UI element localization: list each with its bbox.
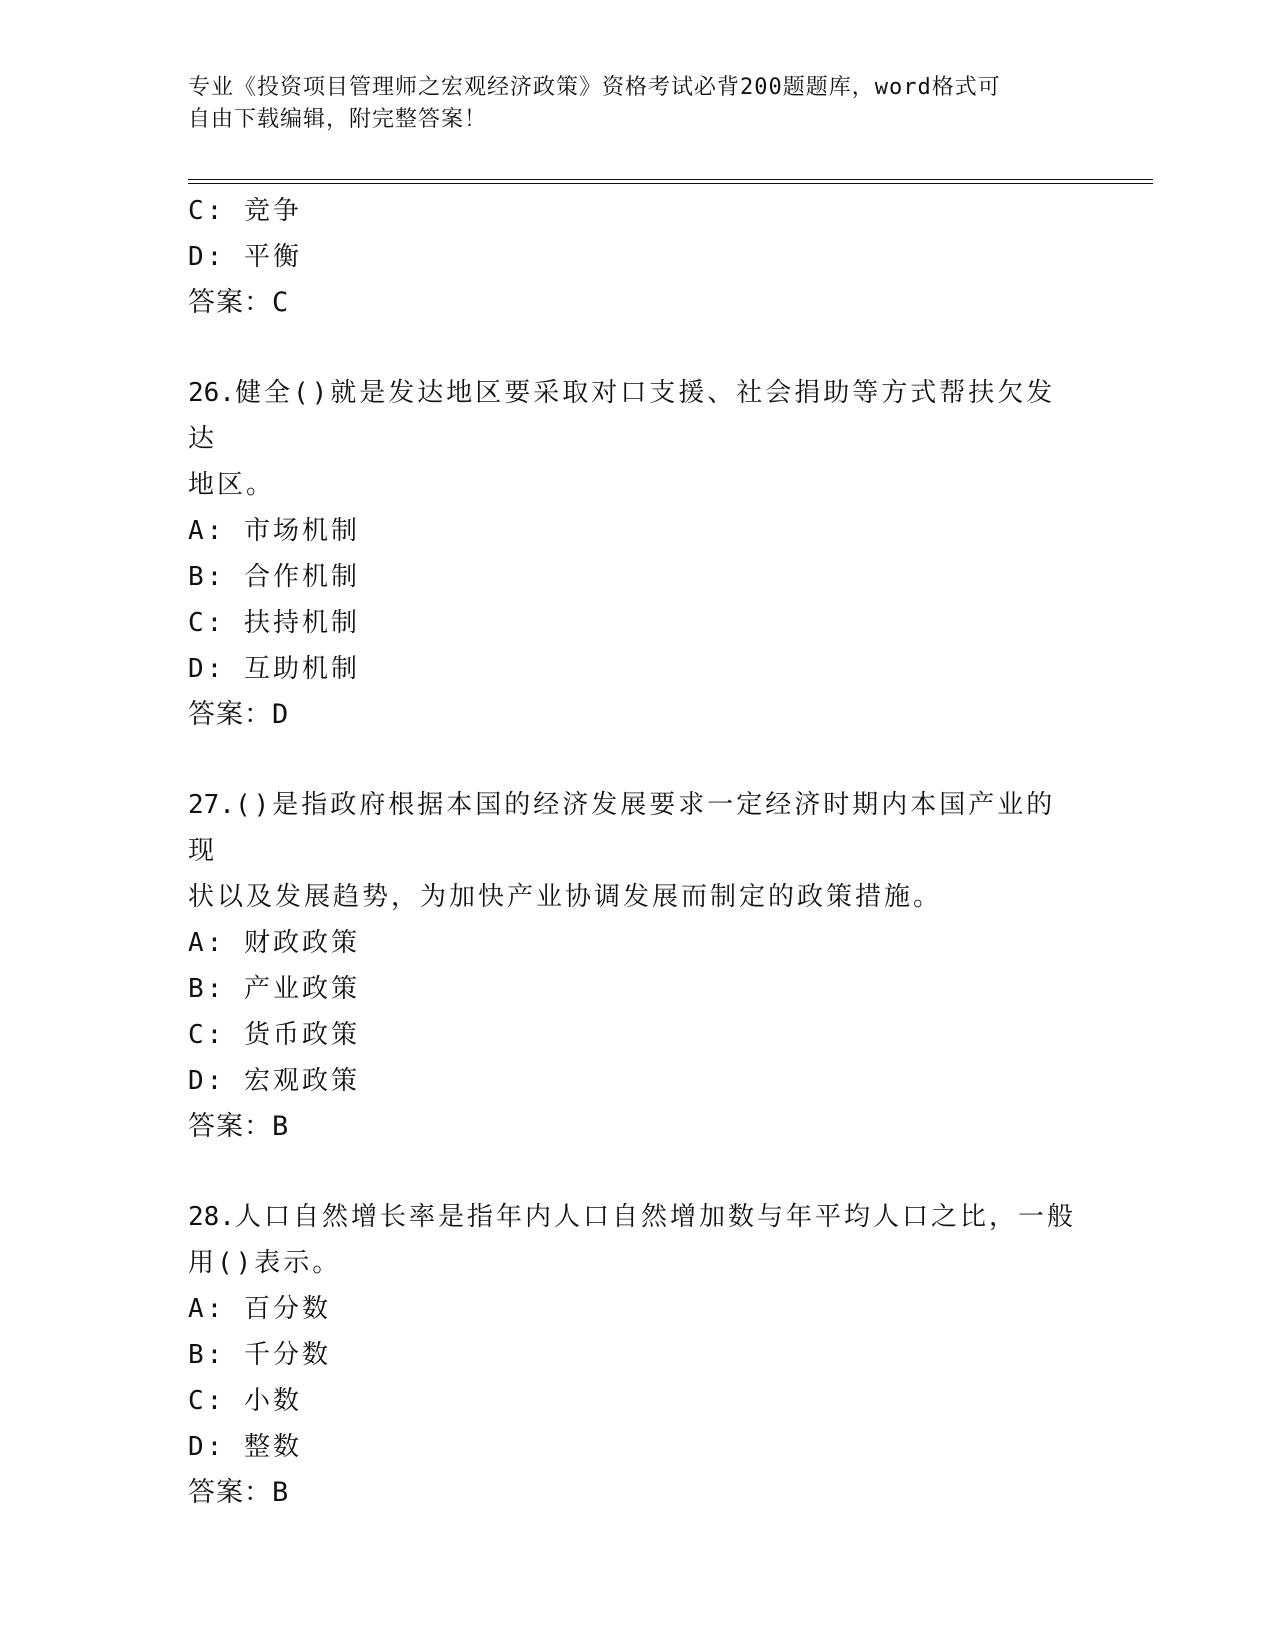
option-text: 小数 xyxy=(243,1386,302,1416)
option-text: 互助机制 xyxy=(243,654,360,684)
question-text xyxy=(188,370,1078,508)
option-key: A: xyxy=(188,928,226,958)
option-a xyxy=(188,1286,1088,1332)
option-text: 产业政策 xyxy=(243,974,360,1004)
option-text: 宏观政策 xyxy=(243,1066,360,1096)
question-text-line-1: 健全()就是发达地区要采取对口支援、社会捐助等方式帮扶欠发达 xyxy=(188,378,1056,454)
option-key: D: xyxy=(188,1432,226,1462)
question-text xyxy=(188,782,1078,920)
option-text: 合作机制 xyxy=(243,562,360,592)
answer-line: 答案：C xyxy=(188,287,290,318)
option-text: 市场机制 xyxy=(243,516,360,546)
option-key: C: xyxy=(188,196,226,226)
question-text-line-1: ()是指政府根据本国的经济发展要求一定经济时期内本国产业的现 xyxy=(188,790,1056,866)
option-c xyxy=(188,600,1088,646)
question-26 xyxy=(188,370,1088,738)
option-text: 竞争 xyxy=(243,196,302,226)
question-content xyxy=(188,188,1088,1516)
question-text xyxy=(188,1194,1078,1286)
answer-line: 答案：B xyxy=(188,1111,290,1142)
option-text: 平衡 xyxy=(243,242,302,272)
question-28 xyxy=(188,1194,1088,1516)
question-number: 28. xyxy=(188,1202,235,1232)
question-number: 26. xyxy=(188,378,235,408)
question-text-line-1: 人口自然增长率是指年内人口自然增加数与年平均人口之比，一般 xyxy=(234,1202,1076,1232)
option-key: B: xyxy=(188,974,226,1004)
option-text: 百分数 xyxy=(243,1294,331,1324)
option-key: C: xyxy=(188,1386,226,1416)
option-key: B: xyxy=(188,562,226,592)
option-d xyxy=(188,646,1088,692)
header-rule-top xyxy=(188,179,1153,180)
header-line-1: 专业《投资项目管理师之宏观经济政策》资格考试必背200题题库，word格式可 xyxy=(188,75,1001,100)
option-key: A: xyxy=(188,516,226,546)
option-key: C: xyxy=(188,608,226,638)
option-text: 货币政策 xyxy=(243,1020,360,1050)
question-text-line-2: 用()表示。 xyxy=(188,1248,342,1278)
option-b xyxy=(188,1332,1088,1378)
answer-line: 答案：D xyxy=(188,699,290,730)
option-c xyxy=(188,1012,1088,1058)
option-text: 整数 xyxy=(243,1432,302,1462)
option-d xyxy=(188,234,1088,280)
option-key: D: xyxy=(188,242,226,272)
option-c xyxy=(188,1378,1088,1424)
option-b xyxy=(188,966,1088,1012)
question-text-line-2: 状以及发展趋势，为加快产业协调发展而制定的政策措施。 xyxy=(188,882,943,912)
option-key: B: xyxy=(188,1340,226,1370)
option-key: D: xyxy=(188,654,226,684)
question-number: 27. xyxy=(188,790,235,820)
header-rule-bottom xyxy=(188,183,1153,184)
option-d xyxy=(188,1058,1088,1104)
carryover-block xyxy=(188,188,1088,326)
option-a xyxy=(188,508,1088,554)
header-line-2: 自由下载编辑，附完整答案！ xyxy=(188,107,488,132)
option-a xyxy=(188,920,1088,966)
option-c xyxy=(188,188,1088,234)
option-text: 千分数 xyxy=(243,1340,331,1370)
option-text: 财政政策 xyxy=(243,928,360,958)
question-text-line-2: 地区。 xyxy=(188,470,276,500)
option-key: C: xyxy=(188,1020,226,1050)
answer-line: 答案：B xyxy=(188,1477,290,1508)
option-d xyxy=(188,1424,1088,1470)
option-key: A: xyxy=(188,1294,226,1324)
option-b xyxy=(188,554,1088,600)
page-header xyxy=(188,72,1068,136)
option-key: D: xyxy=(188,1066,226,1096)
question-27 xyxy=(188,782,1088,1150)
option-text: 扶持机制 xyxy=(243,608,360,638)
